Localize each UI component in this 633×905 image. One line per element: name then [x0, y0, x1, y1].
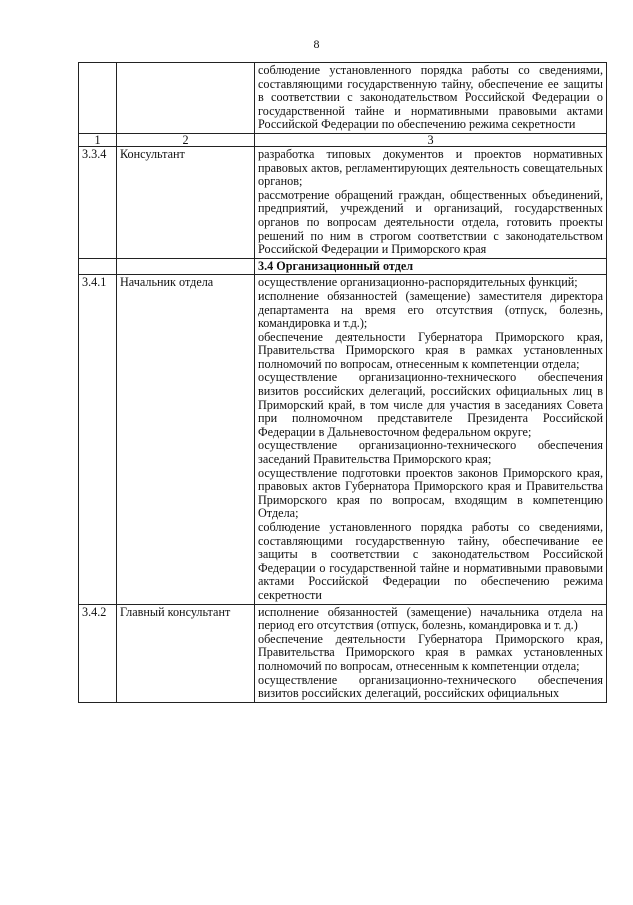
- row-duties: [255, 63, 607, 134]
- column-number-1: 1: [79, 133, 117, 146]
- row-position: Консультант: [117, 146, 255, 258]
- table-row: [79, 604, 607, 702]
- section-title: 3.4 Организационный отдел: [255, 258, 607, 275]
- row-duties: [255, 604, 607, 702]
- table-row: [79, 146, 607, 258]
- row-position: Главный консультант: [117, 604, 255, 702]
- row-duties: [255, 146, 607, 258]
- column-numbers-row: [79, 133, 607, 146]
- row-number: [79, 63, 117, 134]
- row-duties: [255, 275, 607, 604]
- duty-paragraph: обеспечение деятельности Губернатора Приморского края, Правительства Приморского края в рамках установленных полномочий по вопросам, отнесенным к компетенции отдела;: [258, 631, 603, 673]
- duty-paragraph: осуществление организационно-технического обеспечения визитов российских делегаций, российских официальных: [258, 672, 603, 701]
- duty-paragraph: разработка типовых документов и проектов нормативных правовых актов, регламентирующих деятельность совещательных органов;: [258, 146, 603, 189]
- duty-paragraph: осуществление подготовки проектов законов Приморского края, правовых актов Губернатора Приморского края и Правительства Приморского края по вопросам, входящим в компетенцию Отдела;: [258, 465, 603, 521]
- duty-paragraph: осуществление организационно-технического обеспечения визитов российских делегаций, российских официальных лиц в Приморский край, в том числе для участия в заседаниях Совета при полномочном представителе Президента Российской Федерации в Дальневосточном федеральном округе;: [258, 370, 603, 439]
- row-number: 3.4.2: [79, 604, 117, 702]
- table-row: [79, 275, 607, 604]
- duty-paragraph: исполнение обязанностей (замещение) начальника отдела на период его отсутствия (отпуск, болезнь, командировка и т. д.): [258, 604, 603, 633]
- duty-paragraph: обеспечение деятельности Губернатора Приморского края, Правительства Приморского края в рамках установленных полномочий по вопросам, отнесенным к компетенции отдела;: [258, 329, 603, 371]
- duty-paragraph: исполнение обязанностей (замещение) заместителя директора департамента на время его отсутствия (отпуск, болезнь, командировка и т.д.);: [258, 288, 603, 331]
- page-number: 8: [313, 37, 320, 51]
- row-position: [117, 63, 255, 134]
- duty-paragraph: соблюдение установленного порядка работы со сведениями, составляющими государственную тайну, обеспечивание ее защиты в соответствии с законодательством Российской Федерации о государственной тайне и нормативными правовыми актами Российской Федерации по обеспечению режима секретности: [258, 520, 603, 602]
- duties-table: [78, 62, 607, 703]
- duty-paragraph: рассмотрение обращений граждан, общественных объединений, предприятий, учреждений и организаций, государственных органов по вопросам деятельности отдела, готовить проекты решений по ним в строгом соответствии с законодательством Российской Федерации и Приморского края: [258, 187, 603, 257]
- row-position: Начальник отдела: [117, 275, 255, 604]
- section-row: [79, 258, 607, 275]
- row-number: 3.4.1: [79, 275, 117, 604]
- section-empty-cell: [79, 258, 117, 275]
- duty-paragraph: соблюдение установленного порядка работы со сведениями, составляющими государственную тайну, обеспечение ее защиты в соответствии с законодательством Российской Федерации о государственной тайне и нормативными правовыми актами Российской Федерации по обеспечению режима секретности: [258, 63, 603, 132]
- column-number-3: 3: [255, 133, 607, 146]
- section-empty-cell: [117, 258, 255, 275]
- duty-paragraph: осуществление организационно-распорядительных функций;: [258, 275, 578, 290]
- table-row: [79, 63, 607, 134]
- duty-paragraph: осуществление организационно-технического обеспечения заседаний Правительства Приморского края;: [258, 438, 603, 467]
- row-number: 3.3.4: [79, 146, 117, 258]
- column-number-2: 2: [117, 133, 255, 146]
